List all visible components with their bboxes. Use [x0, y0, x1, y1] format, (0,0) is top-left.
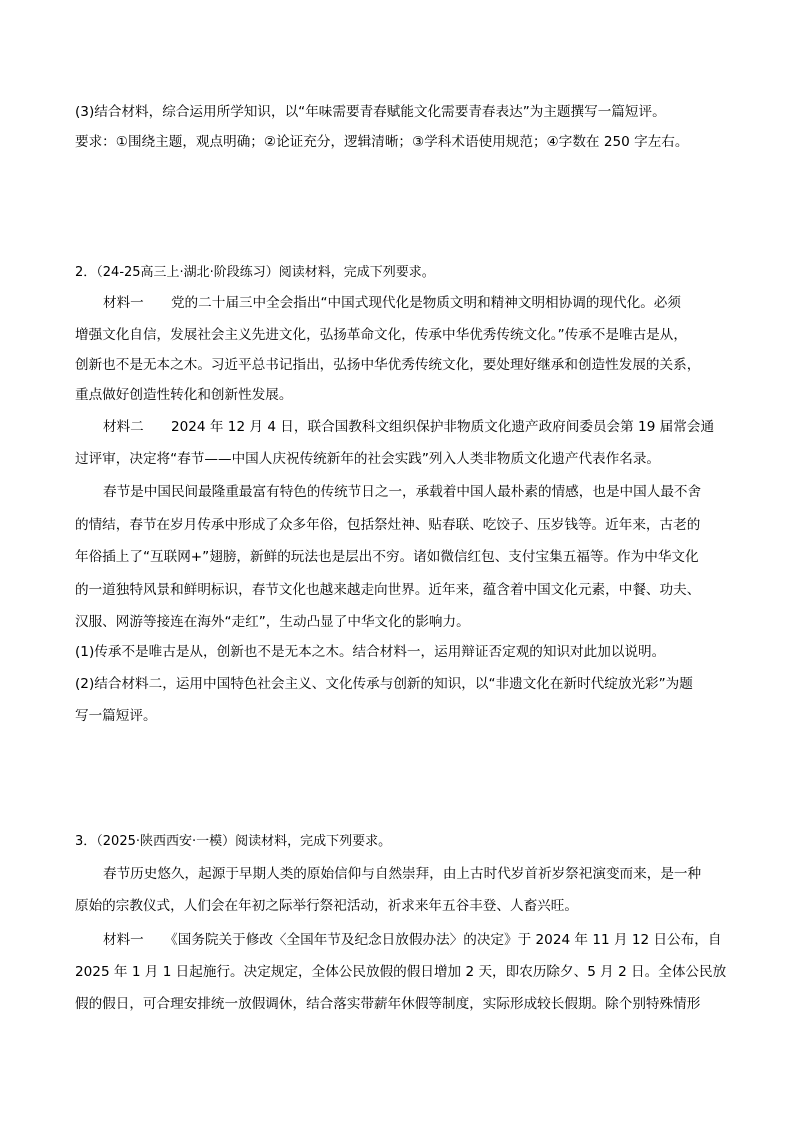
q2-sub2-line: (2)结合材料二，运用中国特色社会主义、文化传承与创新的知识，以“非遗文化在新时代绽放光彩”为题: [75, 676, 693, 692]
q2-paragraph-line: 年俗插上了“互联网+”翅膀，新鲜的玩法也是层出不穷。诸如微信红包、支付宝集五福等。作为中华文化: [75, 549, 699, 565]
q2-material1-line: 重点做好创造性转化和创新性发展。: [75, 387, 293, 403]
q2-sub2-line: 写一篇短评。: [75, 708, 157, 724]
q3-intro-line: 春节历史悠久，起源于早期人类的原始信仰与自然崇拜，由上古时代岁首祈岁祭祀演变而来，是一种: [103, 866, 702, 882]
q2-paragraph-line: 汉服、网游等接连在海外“走红”，生动凸显了中华文化的影响力。: [75, 614, 470, 630]
q2-paragraph-line: 的一道独特风景和鲜明标识，春节文化也越来越走向世界。近年来，蕴含着中国文化元素，中餐、功夫、: [75, 582, 701, 598]
q2-sub1-text: (1)传承不是唯古是从，创新也不是无本之木。结合材料一，运用辩证否定观的知识对此加以说明。: [75, 644, 666, 660]
q1-sub3-text: (3)结合材料，综合运用所学知识，以“年味需要青春赋能文化需要青春表达”为主题撰写一篇短评。: [75, 104, 666, 120]
q2-paragraph-line: 的情结，春节在岁月传承中形成了众多年俗，包括祭灶神、贴春联、吃饺子、压岁钱等。近年来，古老的: [75, 517, 701, 533]
q2-material1-line: 材料一 党的二十届三中全会指出“中国式现代化是物质文明和精神文明相协调的现代化。必须: [103, 295, 681, 311]
q2-material2-line: 过评审，决定将“春节——中国人庆祝传统新年的社会实践”列入人类非物质文化遗产代表作名录。: [75, 451, 661, 467]
q2-paragraph-line: 春节是中国民间最隆重最富有特色的传统节日之一，承载着中国人最朴素的情感，也是中国人最不舍: [103, 484, 702, 500]
q2-material1-line: 创新也不是无本之木。习近平总书记指出，弘扬中华优秀传统文化，要处理好继承和创造性发展的关系，: [75, 357, 701, 373]
q3-heading: 3．（2025·陕西西安·一模）阅读材料，完成下列要求。: [75, 834, 392, 849]
q1-requirements-text: 要求：①围绕主题，观点明确；②论证充分，逻辑清晰；③学科术语使用规范；④字数在 250 字左右。: [75, 134, 689, 150]
q3-intro-line: 原始的宗教仪式，人们会在年初之际举行祭祀活动，祈求来年五谷丰登、人畜兴旺。: [75, 898, 578, 914]
q2-material2-line: 材料二 2024 年 12 月 4 日，联合国教科文组织保护非物质文化遗产政府间委员会第 19 届常会通: [103, 419, 715, 435]
q2-heading: 2．（24-25高三上·湖北·阶段练习）阅读材料，完成下列要求。: [75, 265, 435, 280]
q2-material1-line: 增强文化自信，发展社会主义先进文化，弘扬革命文化，传承中华优秀传统文化。”传承不是唯古是从，: [75, 327, 687, 343]
q3-material1-line: 假的假日，可合理安排统一放假调休，结合落实带薪年休假等制度，实际形成较长假期。除个别特殊情形: [75, 996, 701, 1012]
q3-material1-line: 材料一 《国务院关于修改〈全国年节及纪念日放假办法〉的决定》于 2024 年 11 月 12 日公布，自: [103, 932, 722, 948]
q3-material1-line: 2025 年 1 月 1 日起施行。决定规定，全体公民放假的假日增加 2 天，即农历除夕、5 月 2 日。全体公民放: [75, 964, 727, 980]
